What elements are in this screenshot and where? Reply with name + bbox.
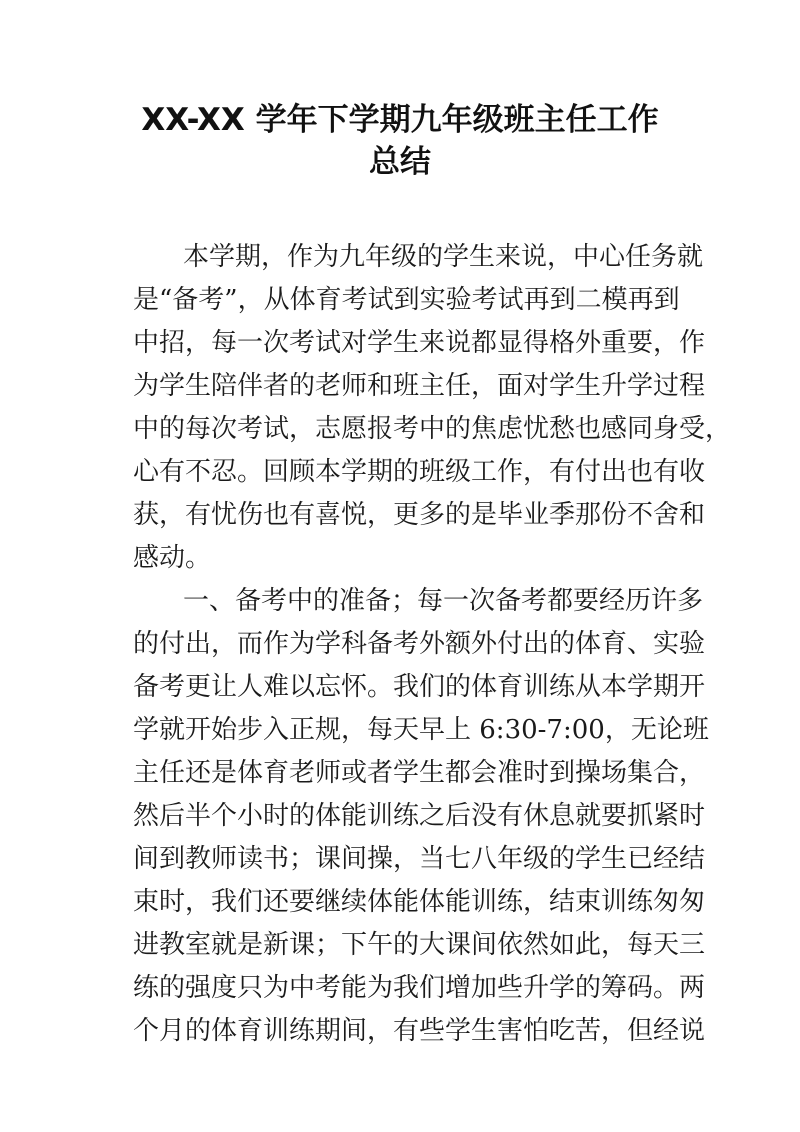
paragraph-2-line-2: 的付出，而作为学科备考外额外付出的体育、实验 — [133, 629, 706, 659]
paragraph-2-line-6: 然后半个小时的体能训练之后没有休息就要抓紧时 — [133, 801, 706, 831]
paragraph-1-line-4: 为学生陪伴者的老师和班主任，面对学生升学过程 — [133, 371, 706, 401]
paragraph-2-line-5: 主任还是体育老师或者学生都会准时到操场集合， — [133, 758, 706, 788]
paragraph-2-line-11: 个月的体育训练期间，有些学生害怕吃苦，但经说 — [133, 1016, 706, 1046]
paragraph-1-line-8: 感动。 — [133, 543, 212, 573]
document-title-line-1: XX-XX 学年下学期九年级班主任工作 — [141, 102, 659, 138]
paragraph-2-line-9: 进教室就是新课；下午的大课间依然如此，每天三 — [133, 930, 706, 960]
paragraph-2-line-4: 学就开始步入正规，每天早上 6:30-7:00，无论班 — [133, 715, 709, 745]
paragraph-1-line-6: 心有不忍。回顾本学期的班级工作，有付出也有收 — [133, 457, 706, 487]
paragraph-2-line-1: 一、备考中的准备；每一次备考都要经历许多 — [183, 586, 704, 616]
paragraph-1-line-1: 本学期，作为九年级的学生来说，中心任务就 — [183, 242, 704, 272]
paragraph-1-line-7: 获，有忧伤也有喜悦，更多的是毕业季那份不舍和 — [133, 500, 706, 530]
paragraph-1-line-2: 是“备考”，从体育考试到实验考试再到二模再到 — [133, 285, 680, 315]
paragraph-2-line-10: 练的强度只为中考能为我们增加些升学的筹码。两 — [133, 973, 706, 1003]
paragraph-1-line-3: 中招，每一次考试对学生来说都显得格外重要，作 — [133, 328, 706, 358]
paragraph-1-line-5: 中的每次考试，志愿报考中的焦虑忧愁也感同身受， — [133, 414, 732, 444]
document-title-line-2: 总结 — [369, 144, 431, 180]
paragraph-2-line-8: 束时，我们还要继续体能体能训练，结束训练匆匆 — [133, 887, 706, 917]
paragraph-2-line-3: 备考更让人难以忘怀。我们的体育训练从本学期开 — [133, 672, 706, 702]
paragraph-2-line-7: 间到教师读书；课间操，当七八年级的学生已经结 — [133, 844, 706, 874]
